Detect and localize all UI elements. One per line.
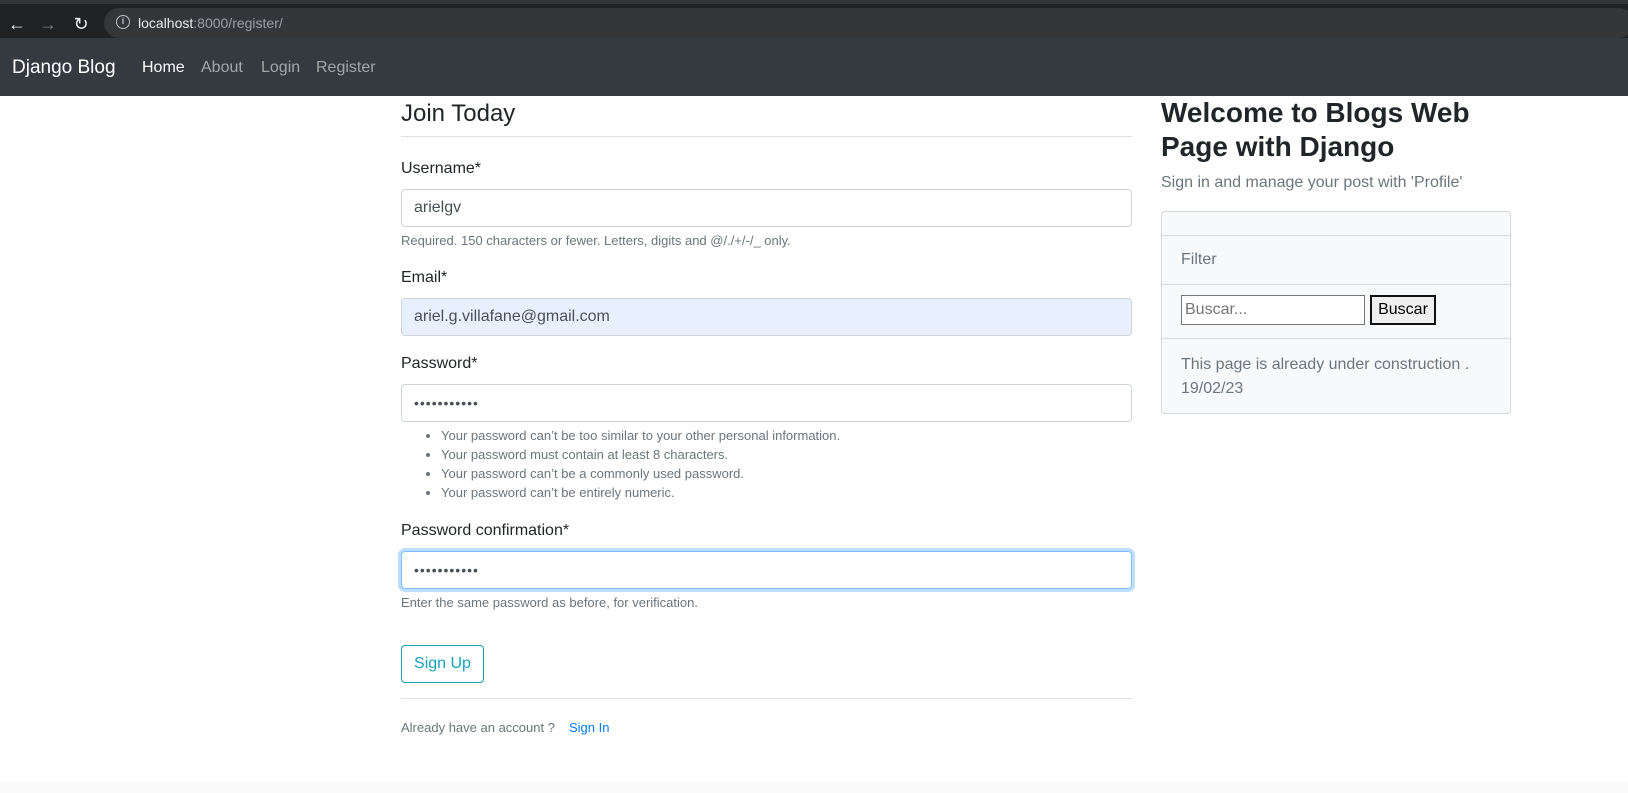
register-form (401, 96, 1132, 735)
username-input[interactable]: arielgv (401, 189, 1132, 227)
nav-link-about[interactable]: About (201, 59, 243, 76)
password-confirm-input[interactable]: ••••••••••• (401, 551, 1132, 589)
sidebar (1161, 96, 1511, 397)
username-help: Required. 150 characters or fewer. Letters, digits and @/./+/-/_ only. (401, 233, 791, 248)
back-arrow-icon[interactable]: ← (8, 14, 26, 34)
password-help-item: • Your password must contain at least 8 characters. (441, 445, 840, 464)
filter-row (1162, 235, 1510, 284)
password-label: Password* (401, 355, 478, 372)
navbar-brand[interactable]: Django Blog (12, 57, 116, 78)
forward-arrow-icon[interactable]: → (39, 14, 57, 34)
browser-toolbar (0, 0, 1628, 38)
sign-up-button[interactable]: Sign Up (401, 645, 484, 683)
sidebar-title: Welcome to Blogs Web Page with Django (1161, 97, 1470, 162)
password-help-item: • Your password can’t be a commonly used password. (441, 464, 840, 483)
sidebar-card (1161, 211, 1511, 414)
email-label: Email* (401, 269, 448, 286)
sign-in-link[interactable]: Sign In (569, 720, 610, 735)
filter-label: Filter (1181, 251, 1217, 268)
search-input[interactable]: Buscar... (1181, 295, 1365, 325)
email-input[interactable]: ariel.g.villafane@gmail.com (401, 298, 1132, 336)
url-text (138, 15, 283, 31)
notice-row (1162, 338, 1510, 414)
password-help-item: • Your password can’t be entirely numeric. (441, 483, 840, 502)
username-label: Username* (401, 160, 482, 177)
sidebar-subtitle: Sign in and manage your post with 'Profile' (1161, 174, 1463, 191)
nav-link-login[interactable]: Login (261, 59, 301, 76)
search-button[interactable]: Buscar (1370, 295, 1436, 325)
info-icon[interactable]: i (116, 15, 130, 29)
address-bar[interactable] (104, 8, 1628, 38)
nav-link-home[interactable]: Home (142, 59, 185, 76)
form-divider (401, 698, 1132, 699)
url-host: localhost (138, 15, 194, 31)
password-help-list (441, 426, 840, 502)
reload-icon[interactable]: ↻ (73, 14, 89, 34)
url-path: :8000/register/ (193, 15, 283, 31)
nav-link-register[interactable]: Register (316, 59, 376, 76)
form-legend: Join Today (401, 100, 1132, 137)
password-help-item: • Your password can’t be too similar to your other personal information. (441, 426, 840, 445)
site-navbar (0, 38, 1628, 96)
password-input[interactable]: ••••••••••• (401, 384, 1132, 422)
page-footer (0, 782, 1628, 793)
account-prompt: Already have an account ? (401, 720, 555, 735)
search-row (1162, 284, 1510, 338)
password-confirm-help: Enter the same password as before, for verification. (401, 595, 698, 610)
construction-notice: This page is already under construction . 19/02/23 (1181, 356, 1470, 397)
password-confirm-label: Password confirmation* (401, 522, 570, 539)
